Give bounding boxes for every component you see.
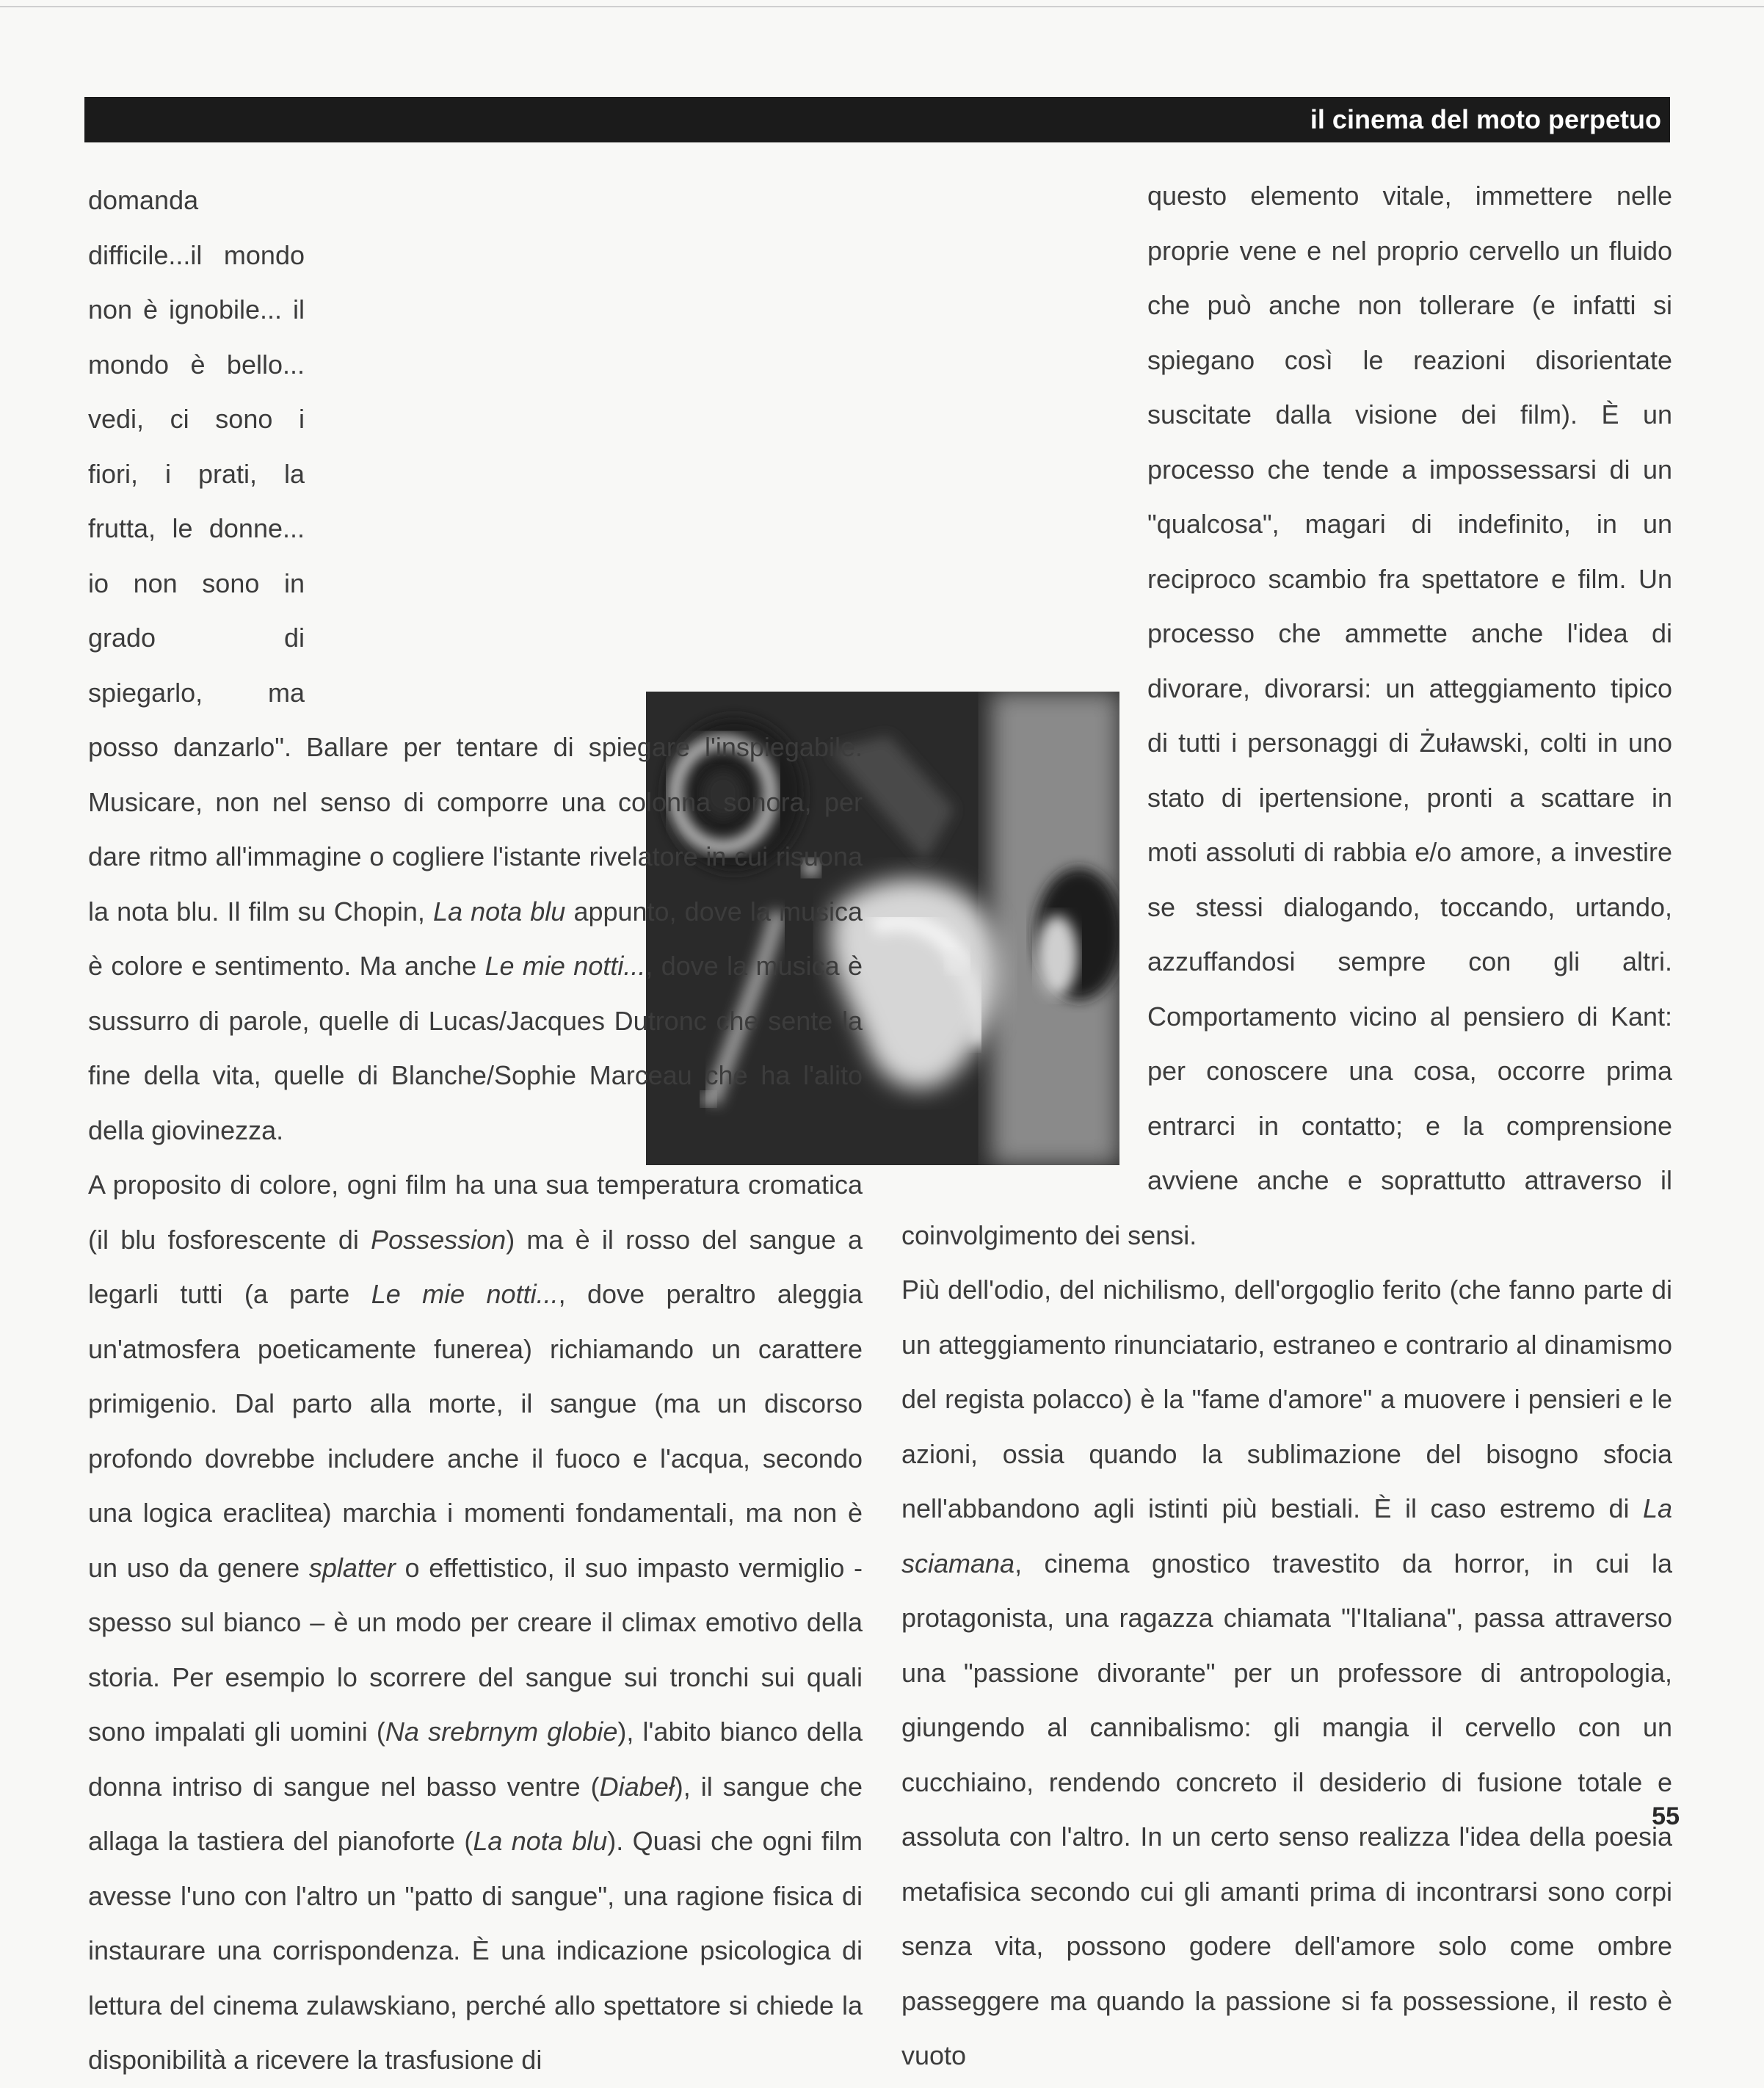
italic-title-run: splatter — [308, 1552, 396, 1583]
text-run: ). Quasi che ogni film avesse l'uno con l'altro un "patto di sangue", una ragione fisica di instaurare una corrispondenza. È una indicazione psicologica di lettura del cinema zulawskiano, perché allo spettatore si chiede la disponibilità a ricevere la trasfusione di — [88, 1826, 863, 2075]
italic-title-run: Possession — [371, 1224, 507, 1255]
right-column — [901, 169, 1672, 2084]
image-spacer — [901, 169, 1147, 1154]
top-rule — [0, 6, 1764, 7]
italic-title-run: La nota blu — [473, 1826, 608, 1856]
italic-title-run: Na srebrnym globie — [385, 1717, 618, 1747]
text-run: , cinema gnostico travestito da horror, in cui la protagonista, una ragazza chiamata "l'Italiana", passa attraverso una "passione divorante" per un professore di antropologia, giungendo al cannibalismo: gli mangia il cervello con un cucchiaino, rendendo concreto il desiderio di fusione totale e assoluta con l'altro. In un certo senso realizza l'idea della poesia metafisica secondo cui gli amanti prima di incontrarsi sono corpi senza vita, possono godere dell'amore solo come ombre passeggere ma quando la passione si fa possessione, il resto è vuoto — [901, 1548, 1672, 2070]
text-run: ), il sangue che allaga la tastiera del pianoforte ( — [88, 1771, 863, 1856]
running-header — [84, 97, 1670, 142]
text-run: questo elemento vitale, immettere nelle proprie vene e nel proprio cervello un fluido che può anche non tollerare (e infatti si spiegano così le reazioni disorientate suscitate dalla visione dei film). È un processo che tende a impossessarsi di un "qualcosa", magari di indefinito, in un reciproco scambio fra spettatore e film. Un processo che ammette anche l'idea di divorare, divorarsi: un atteggiamento tipico di tutti i personaggi di Żuławski, colti in uno stato di ipertensione, pronti a scattare in moti assoluti di rabbia e/o amore, a investire se stessi dialogando, toccando, urtando, azzuffandosi sempre con gli altri. Comportamento vicino al pensiero di Kant: per conoscere una cosa, occorre prima entrarci in contatto; e la comprensione avviene anche e soprattutto attraverso il coinvolgimento dei sensi. — [901, 181, 1672, 1250]
image-spacer — [305, 173, 863, 667]
page-number: 55 — [1652, 1802, 1680, 1830]
italic-title-run: La sciamana — [901, 1493, 1672, 1578]
text-run: , dove la musica è sussurro di parole, quelle di Lucas/Jacques Dutronc che sente la fine della vita, quelle di Blanche/Sophie Marceau che ha l'alito della giovinezza. — [88, 951, 863, 1145]
text-run: , dove peraltro aleggia un'atmosfera poeticamente funerea) richiamando un carattere primigenio. Dal parto alla morte, il sangue (ma un discorso profondo dovrebbe includere anche il fuoco e l'acqua, secondo una logica eraclitea) marchia i momenti fondamentali, ma non è un uso da genere — [88, 1279, 863, 1583]
left-column — [88, 173, 863, 2088]
text-run: ) ma è il rosso del sangue a legarli tutti (a parte — [88, 1224, 863, 1309]
italic-title-run: Diabeł — [599, 1771, 675, 1802]
text-run: A proposito di colore, ogni film ha una sua temperatura cromatica (il blu fosforescente di — [88, 1170, 863, 1255]
text-run: o effettistico, il suo impasto vermiglio - spesso sul bianco – è un modo per creare il climax emotivo della storia. Per esempio lo scorrere del sangue sui tronchi sui quali sono impalati gli uomini ( — [88, 1552, 863, 1747]
italic-title-run: La nota blu — [432, 896, 566, 927]
text-run: domanda difficile...il mondo non è ignobile... il mondo è bello... vedi, ci sono i fiori, i prati, la frutta, le donne... io non sono in grado di spiegarlo, ma posso danzarlo". Ballare per tentare di spiegare l'inspiegabile. Musicare, non nel senso di comporre una colonna sonora, per dare ritmo all'immagine o cogliere l'istante rivelatore in cui risuona la nota blu. Il film su Chopin, — [88, 185, 863, 927]
text-run: ), l'abito bianco della donna intriso di sangue nel basso ventre ( — [88, 1717, 863, 1802]
italic-title-run: Le mie notti... — [371, 1279, 559, 1309]
left-paragraph-2 — [88, 1158, 863, 2088]
right-paragraph-2 — [901, 1263, 1672, 2084]
text-run: Più dell'odio, del nichilismo, dell'orgoglio ferito (che fanno parte di un atteggiamento rinunciatario, estraneo e contrario al dinamismo del regista polacco) è la "fame d'amore" a muovere i pensieri e le azioni, ossia quando la sublimazione del bisogno sfocia nell'abbandono agli istinti più bestiali. È il caso estremo di — [901, 1275, 1672, 1523]
text-run: appunto, dove la musica è colore e sentimento. Ma anche — [88, 896, 863, 981]
italic-title-run: Le mie notti... — [484, 951, 646, 981]
running-header-title: il cinema del moto perpetuo — [1310, 104, 1661, 134]
